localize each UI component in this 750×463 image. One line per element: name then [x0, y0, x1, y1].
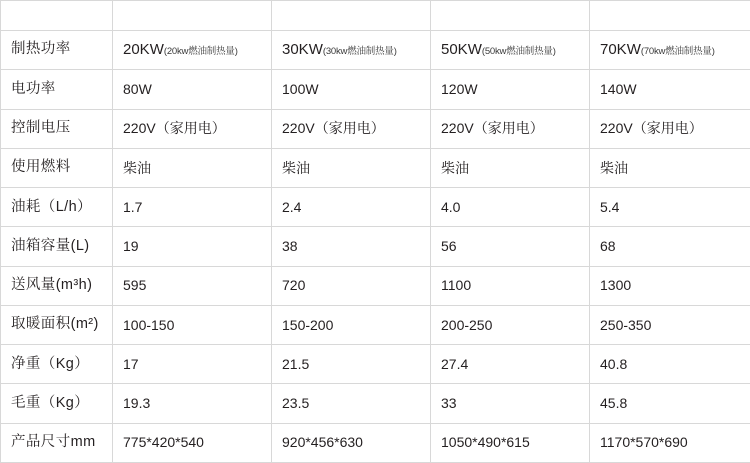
row-label: 电功率 — [1, 70, 113, 109]
cell-value: 19.3 — [123, 395, 151, 412]
cell-value: 柴油 — [600, 159, 628, 176]
table-cell — [113, 266, 272, 305]
row-label: 使用燃料 — [1, 148, 113, 187]
cell-value: 920*456*630 — [282, 434, 363, 451]
header-cell-model-2: QSY-30 — [272, 1, 431, 31]
table-cell — [272, 345, 431, 384]
table-row — [1, 188, 750, 227]
cell-value: 1.7 — [123, 198, 143, 215]
cell-value: 70KW — [600, 41, 641, 59]
table-cell — [272, 109, 431, 148]
cell-value: 595 — [123, 277, 147, 294]
cell-value: 56 — [441, 238, 457, 255]
table-cell — [590, 266, 750, 305]
cell-value: 33 — [441, 395, 457, 412]
table-cell — [590, 148, 750, 187]
cell-value: 150-200 — [282, 316, 334, 333]
table-row — [1, 266, 750, 305]
header-row — [1, 1, 750, 31]
row-label: 油耗（L/h） — [1, 188, 113, 227]
cell-value: 4.0 — [441, 198, 461, 215]
table-cell — [272, 227, 431, 266]
cell-value: 140W — [600, 81, 637, 97]
cell-value: 21.5 — [282, 355, 310, 372]
cell-value: 1170*570*690 — [600, 434, 688, 451]
row-label: 制热功率 — [1, 31, 113, 70]
table-cell — [431, 423, 590, 462]
cell-value: 100W — [282, 81, 319, 97]
cell-value: 775*420*540 — [123, 434, 204, 451]
table-cell — [431, 70, 590, 109]
table-cell — [431, 148, 590, 187]
cell-value: 19 — [123, 238, 139, 255]
cell-note: (70kw燃油制热量) — [640, 46, 715, 58]
cell-value: 220V（家用电） — [441, 120, 544, 137]
cell-value: 柴油 — [123, 159, 151, 176]
table-cell — [431, 227, 590, 266]
header-cell-model-1: QSY-20 — [113, 1, 272, 31]
table-cell — [272, 70, 431, 109]
table-cell — [113, 345, 272, 384]
table-cell — [272, 266, 431, 305]
cell-value: 5.4 — [600, 198, 620, 215]
cell-value: 40.8 — [600, 355, 628, 372]
table-header — [1, 1, 750, 31]
table-cell — [590, 227, 750, 266]
cell-value: 80W — [123, 81, 152, 97]
table-row — [1, 148, 750, 187]
table-cell — [431, 266, 590, 305]
table-cell — [113, 384, 272, 423]
row-label: 产品尺寸mm — [1, 423, 113, 462]
table-cell — [113, 31, 272, 70]
table-cell — [590, 31, 750, 70]
header-cell-model-4: QSY-70 — [590, 1, 750, 31]
table-row — [1, 305, 750, 344]
row-label: 油箱容量(L) — [1, 227, 113, 266]
table-cell — [590, 345, 750, 384]
row-label: 送风量(m³h) — [1, 266, 113, 305]
table-cell — [113, 70, 272, 109]
table-cell — [272, 423, 431, 462]
cell-note: (50kw燃油制热量) — [481, 46, 556, 58]
table-cell — [272, 305, 431, 344]
cell-value: 30KW — [282, 41, 323, 59]
table-cell — [113, 227, 272, 266]
table-cell — [113, 305, 272, 344]
cell-value: 250-350 — [600, 316, 652, 333]
cell-value: 1050*490*615 — [441, 434, 530, 451]
cell-note: (30kw燃油制热量) — [322, 46, 397, 58]
table-cell — [272, 188, 431, 227]
table-row — [1, 384, 750, 423]
cell-value: 220V（家用电） — [123, 120, 226, 137]
table-cell — [431, 345, 590, 384]
table-cell — [431, 188, 590, 227]
table-row — [1, 227, 750, 266]
row-label: 净重（Kg） — [1, 345, 113, 384]
table-cell — [113, 148, 272, 187]
table-cell — [272, 148, 431, 187]
cell-value: 220V（家用电） — [282, 120, 385, 137]
table-row — [1, 70, 750, 109]
table-row — [1, 31, 750, 70]
table-cell — [113, 423, 272, 462]
cell-value: 2.4 — [282, 198, 302, 215]
cell-value: 20KW — [123, 41, 164, 59]
table-cell — [113, 109, 272, 148]
table-cell — [590, 305, 750, 344]
table-cell — [272, 31, 431, 70]
cell-value: 38 — [282, 238, 298, 255]
cell-value: 220V（家用电） — [600, 120, 703, 137]
cell-value: 100-150 — [123, 316, 175, 333]
table-cell — [431, 384, 590, 423]
header-cell-label: 产品型号 — [1, 1, 113, 31]
row-label: 取暖面积(m²) — [1, 305, 113, 344]
table-cell — [590, 109, 750, 148]
table-cell — [590, 188, 750, 227]
header-cell-model-3: QSY-50 — [431, 1, 590, 31]
table-cell — [590, 423, 750, 462]
cell-value: 柴油 — [441, 159, 469, 176]
cell-value: 50KW — [441, 41, 482, 59]
table-row — [1, 423, 750, 462]
table-cell — [431, 305, 590, 344]
cell-value: 27.4 — [441, 355, 469, 372]
cell-value: 柴油 — [282, 159, 310, 176]
table-body — [1, 31, 750, 463]
cell-note: (20kw燃油制热量) — [163, 46, 238, 58]
table-row — [1, 109, 750, 148]
table-cell — [431, 109, 590, 148]
table-cell — [272, 384, 431, 423]
cell-value: 1300 — [600, 277, 632, 294]
table-cell — [113, 188, 272, 227]
cell-value: 68 — [600, 238, 616, 255]
cell-value: 720 — [282, 277, 306, 294]
cell-value: 23.5 — [282, 395, 310, 412]
table-cell — [431, 31, 590, 70]
cell-value: 200-250 — [441, 316, 493, 333]
row-label: 控制电压 — [1, 109, 113, 148]
cell-value: 45.8 — [600, 395, 628, 412]
cell-value: 17 — [123, 355, 139, 372]
row-label: 毛重（Kg） — [1, 384, 113, 423]
table-cell — [590, 384, 750, 423]
table-cell — [590, 70, 750, 109]
cell-value: 1100 — [441, 277, 472, 294]
table-row — [1, 345, 750, 384]
cell-value: 120W — [441, 81, 478, 97]
